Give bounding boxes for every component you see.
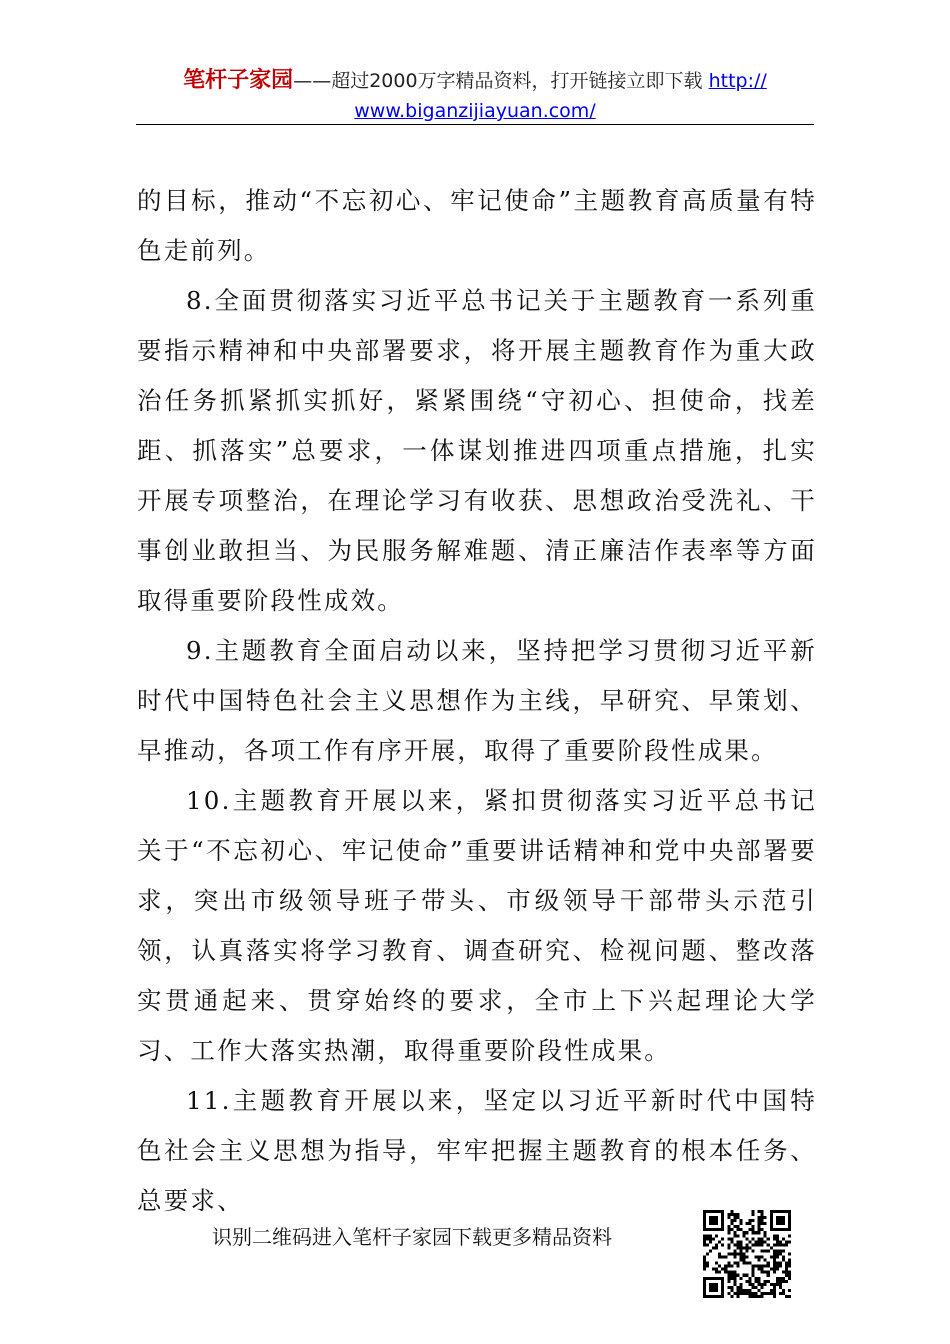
site-link-part1[interactable]: http://	[708, 70, 767, 92]
brand-name: 笔杆子家园	[183, 68, 294, 93]
header-tagline: ——超过2000万字精品资料，打开链接立即下载	[293, 70, 703, 92]
site-link-part2[interactable]: www.biganzijiayuan.com/	[354, 100, 596, 122]
paragraph-item-10: 10.主题教育开展以来，紧扣贯彻落实习近平总书记关于“不忘初心、牢记使命”重要讲话精神和党中央部署要求，突出市级领导班子带头、市级领导干部带头示范引领，认真落实将学习教育、调查研究、检视问题、整改落实贯通起来、贯穿始终的要求，全市上下兴起理论大学习、工作大落实热潮，取得重要阶段性成果。	[137, 786, 817, 1065]
header-rule	[136, 124, 814, 125]
paragraph-item-11: 11.主题教育开展以来，坚定以习近平新时代中国特色社会主义思想为指导，牢牢把握主题教育的根本任务、总要求、	[137, 1086, 817, 1215]
paragraph-item-9: 9.主题教育全面启动以来，坚持把学习贯彻习近平新时代中国特色社会主义思想作为主线，早研究、早策划、早推动，各项工作有序开展，取得了重要阶段性成果。	[137, 636, 817, 765]
paragraph-continuation: 的目标，推动“不忘初心、牢记使命”主题教育高质量有特色走前列。	[137, 186, 817, 265]
page-header	[136, 66, 814, 126]
footer-caption: 识别二维码进入笔杆子家园下载更多精品资料	[212, 1225, 612, 1249]
document-body	[137, 176, 817, 1226]
paragraph-item-8: 8.全面贯彻落实习近平总书记关于主题教育一系列重要指示精神和中央部署要求，将开展主题教育作为重大政治任务抓紧抓实抓好，紧紧围绕“守初心、担使命，找差距、抓落实”总要求，一体谋划推进四项重点措施，扎实开展专项整治，在理论学习有收获、思想政治受洗礼、干事创业敢担当、为民服务解难题、清正廉洁作表率等方面取得重要阶段性成效。	[137, 286, 817, 615]
header-line-1	[136, 66, 814, 96]
header-line-2	[136, 96, 814, 126]
qr-code-icon[interactable]	[703, 1210, 791, 1298]
